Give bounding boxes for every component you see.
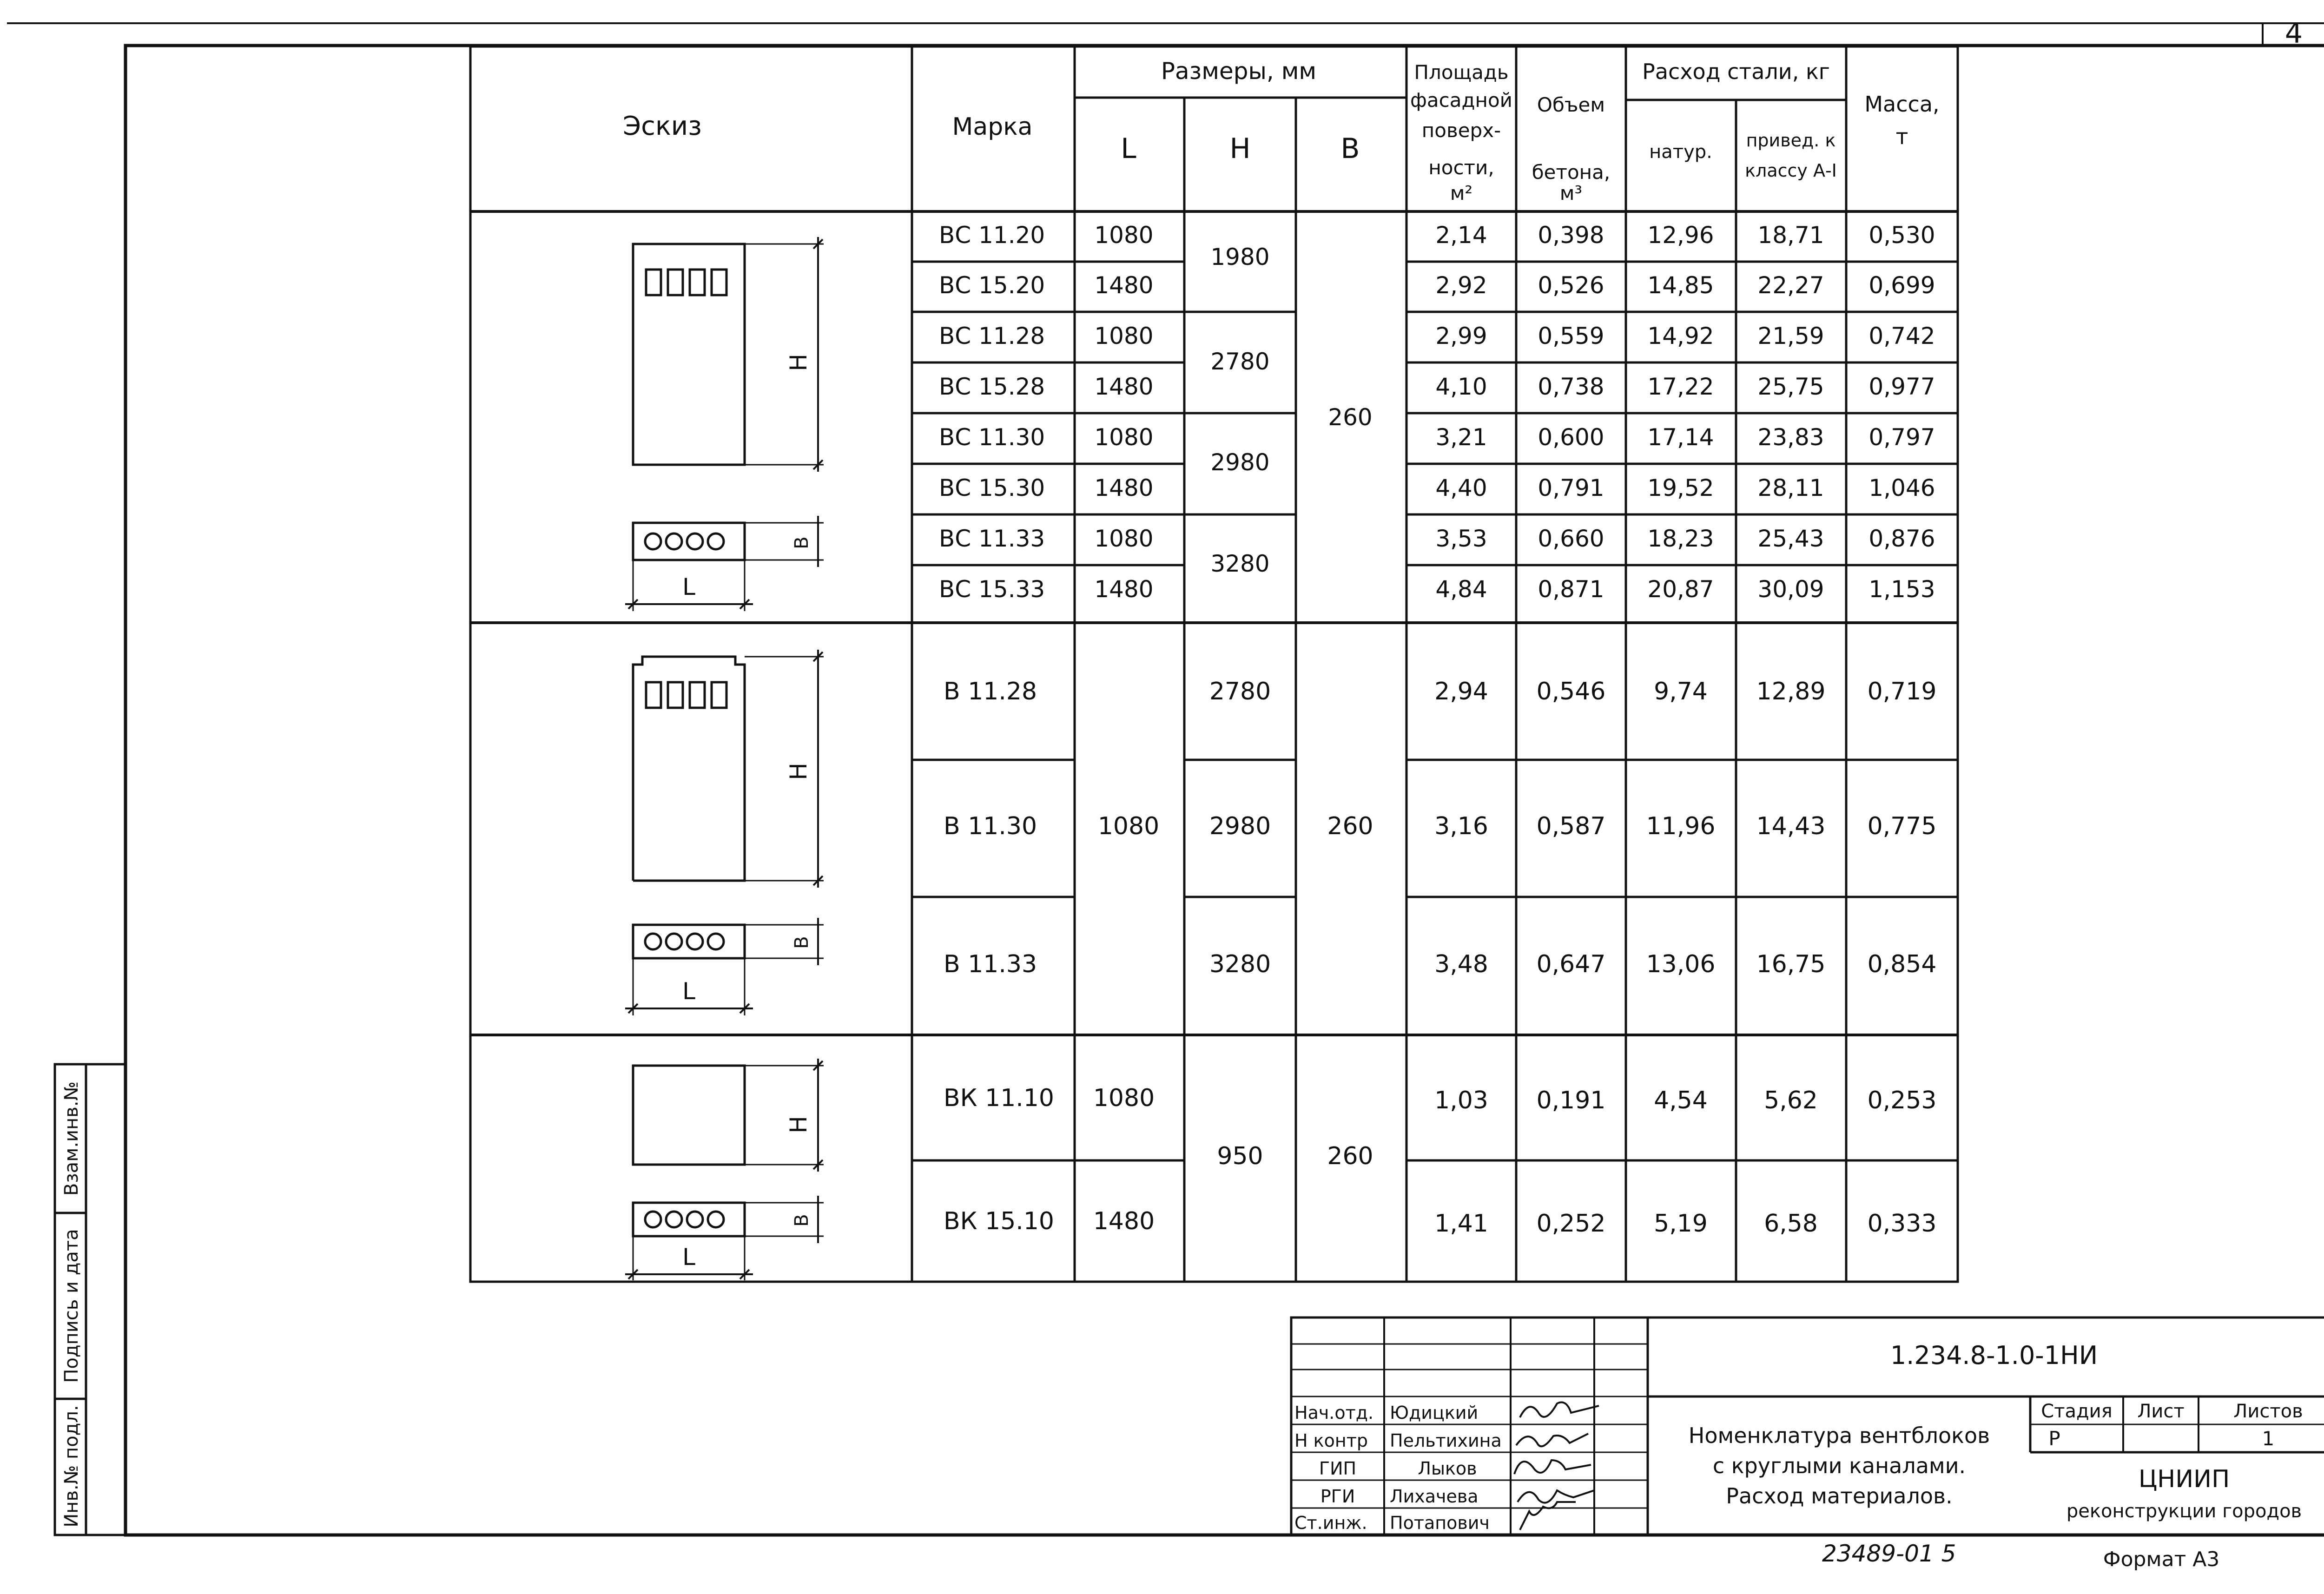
cell-mark: ВС 15.20 xyxy=(939,272,1045,299)
cell-h: 2980 xyxy=(1210,449,1270,476)
sheet-label: Лист xyxy=(2137,1401,2185,1422)
table-row xyxy=(944,950,1936,978)
cell-volume: 0,791 xyxy=(1538,474,1604,501)
materials-table-grid xyxy=(470,46,1958,1282)
sketch1-b-label: В xyxy=(791,536,812,549)
cell-l: 1080 xyxy=(1094,424,1154,451)
cell-mass: 0,854 xyxy=(1867,950,1937,978)
header-steel-natural: натур. xyxy=(1649,141,1712,163)
sheets-label: Листов xyxy=(2233,1401,2303,1422)
doc-code: 1.234.8-1.0-1НИ xyxy=(1890,1341,2098,1370)
table-row xyxy=(944,1207,1936,1238)
cell-b: 260 xyxy=(1327,812,1373,840)
cell-l: 1080 xyxy=(1093,1084,1155,1112)
cell-mark: В 11.28 xyxy=(944,678,1037,705)
stage-value: Р xyxy=(2048,1427,2060,1450)
role-label: Ст.инж. xyxy=(1294,1513,1367,1533)
cell-volume: 0,600 xyxy=(1538,424,1604,451)
group2-rows xyxy=(944,678,1936,978)
cell-volume: 0,587 xyxy=(1536,812,1606,840)
cell-mark: ВС 15.28 xyxy=(939,373,1045,400)
header-steel: Расход стали, кг xyxy=(1642,59,1830,84)
cell-steel-natural: 18,23 xyxy=(1647,525,1714,552)
cell-l: 1080 xyxy=(1094,525,1154,552)
cell-steel-reduced: 22,27 xyxy=(1757,272,1824,299)
person-name: Лыков xyxy=(1418,1458,1477,1479)
cell-area: 3,16 xyxy=(1434,812,1488,840)
cell-l: 1480 xyxy=(1094,474,1154,501)
cell-steel-reduced: 30,09 xyxy=(1757,576,1824,603)
table-row xyxy=(939,525,1935,552)
cell-mass: 0,699 xyxy=(1868,272,1935,299)
cell-steel-natural: 12,96 xyxy=(1647,222,1714,249)
cell-steel-natural: 14,92 xyxy=(1647,323,1714,349)
sketch3-b-label: В xyxy=(791,1214,812,1227)
header-volume-line: м³ xyxy=(1559,182,1583,204)
cell-steel-reduced: 6,58 xyxy=(1764,1210,1818,1238)
cell-volume: 0,252 xyxy=(1536,1210,1606,1238)
cell-mark: ВС 15.30 xyxy=(939,474,1045,501)
cell-mass: 0,253 xyxy=(1867,1087,1937,1114)
person-name: Лихачева xyxy=(1390,1486,1479,1507)
table-row xyxy=(939,323,1935,349)
cell-h: 2780 xyxy=(1209,678,1271,705)
cell-steel-natural: 20,87 xyxy=(1647,576,1714,603)
header-area-line: м² xyxy=(1450,182,1473,204)
cell-l: 1480 xyxy=(1094,272,1154,299)
cell-volume: 0,647 xyxy=(1536,950,1606,978)
cell-h: 950 xyxy=(1217,1142,1263,1170)
person-name: Юдицкий xyxy=(1390,1403,1479,1423)
header-area-line: поверх- xyxy=(1421,119,1501,142)
cell-steel-reduced: 25,75 xyxy=(1757,373,1824,400)
cell-mass: 0,719 xyxy=(1867,678,1937,705)
cell-steel-natural: 14,85 xyxy=(1647,272,1714,299)
table-row xyxy=(939,272,1935,299)
cell-mark: ВС 11.30 xyxy=(939,424,1045,451)
cell-l: 1480 xyxy=(1093,1207,1155,1235)
cell-volume: 0,871 xyxy=(1538,576,1604,603)
cell-h: 2780 xyxy=(1210,348,1270,375)
cell-mark: ВС 11.33 xyxy=(939,525,1045,552)
cell-volume: 0,738 xyxy=(1538,373,1604,400)
cell-area: 3,53 xyxy=(1435,525,1487,552)
cell-mass: 0,977 xyxy=(1868,373,1935,400)
sheets-value: 1 xyxy=(2262,1427,2275,1450)
org-subtitle: реконструкции городов xyxy=(2066,1501,2302,1522)
cell-volume: 0,398 xyxy=(1538,222,1604,249)
cell-h: 3280 xyxy=(1209,950,1271,978)
cell-area: 2,99 xyxy=(1435,323,1487,349)
cell-area: 4,84 xyxy=(1435,576,1487,603)
header-steel-reduced-line: классу А-I xyxy=(1745,160,1837,181)
paper-format: Формат А3 xyxy=(2103,1548,2220,1571)
cell-mark: ВС 11.28 xyxy=(939,323,1045,349)
title-line: с круглыми каналами. xyxy=(1712,1453,1966,1478)
cell-steel-reduced: 21,59 xyxy=(1757,323,1824,349)
header-volume xyxy=(1532,93,1610,204)
org-name: ЦНИИП xyxy=(2138,1465,2230,1493)
header-steel-reduced-line: привед. к xyxy=(1746,130,1836,151)
cell-steel-natural: 13,06 xyxy=(1646,950,1716,978)
sketch-block-bc xyxy=(625,237,824,611)
person-name: Потапович xyxy=(1390,1513,1490,1533)
cell-mass: 0,876 xyxy=(1868,525,1935,552)
table-row xyxy=(939,576,1935,603)
table-row xyxy=(939,424,1935,451)
side-stamp-inv-orig: Инв.№ подл. xyxy=(61,1405,82,1528)
sketch1-h-label: Н xyxy=(785,354,812,371)
cell-steel-natural: 9,74 xyxy=(1654,678,1708,705)
table-row xyxy=(944,1084,1936,1114)
role-label: Нач.отд. xyxy=(1294,1403,1374,1423)
cell-steel-natural: 4,54 xyxy=(1654,1087,1708,1114)
cell-steel-natural: 19,52 xyxy=(1647,474,1714,501)
cell-h: 2980 xyxy=(1209,812,1271,840)
cell-mark: ВК 15.10 xyxy=(944,1207,1054,1235)
header-dim-h: H xyxy=(1229,132,1251,165)
cell-steel-reduced: 28,11 xyxy=(1757,474,1824,501)
table-row xyxy=(944,812,1936,840)
title-line: Расход материалов. xyxy=(1726,1483,1953,1508)
person-name: Пельтихина xyxy=(1390,1430,1502,1451)
cell-area: 3,21 xyxy=(1435,424,1487,451)
cell-steel-reduced: 14,43 xyxy=(1756,812,1826,840)
cell-mark: ВК 11.10 xyxy=(944,1084,1054,1112)
sketch-block-b xyxy=(625,650,824,1015)
cell-l: 1480 xyxy=(1094,576,1154,603)
cell-volume: 0,660 xyxy=(1538,525,1604,552)
cell-steel-reduced: 25,43 xyxy=(1757,525,1824,552)
cell-area: 1,41 xyxy=(1434,1210,1488,1238)
cell-mass: 1,046 xyxy=(1868,474,1935,501)
cell-volume: 0,526 xyxy=(1538,272,1604,299)
side-stamp-replaced-inv: Взам.инв.№ xyxy=(61,1081,82,1196)
table-row xyxy=(939,222,1935,249)
cell-l: 1080 xyxy=(1097,812,1160,840)
table-row xyxy=(939,474,1935,501)
cell-area: 4,40 xyxy=(1435,474,1487,501)
table-header xyxy=(623,58,1940,204)
header-dim-b: B xyxy=(1340,132,1360,165)
sheet-number: 4 xyxy=(2284,17,2303,50)
header-volume-top: Объем xyxy=(1537,93,1605,116)
cell-steel-natural: 17,14 xyxy=(1647,424,1714,451)
sketch-block-bk xyxy=(625,1059,824,1280)
cell-steel-reduced: 16,75 xyxy=(1756,950,1826,978)
table-row xyxy=(939,373,1935,400)
cell-mark: В 11.30 xyxy=(944,812,1037,840)
cell-area: 1,03 xyxy=(1434,1087,1488,1114)
header-dim-l: L xyxy=(1121,132,1136,165)
cell-mass: 0,775 xyxy=(1867,812,1937,840)
sheet-frame xyxy=(7,23,2324,1535)
cell-h: 3280 xyxy=(1210,550,1270,577)
cell-area: 4,10 xyxy=(1435,373,1487,400)
cell-mass: 0,333 xyxy=(1867,1210,1937,1238)
cell-mark: ВС 15.33 xyxy=(939,576,1045,603)
header-mass-line: т xyxy=(1895,124,1908,149)
cell-l: 1480 xyxy=(1094,373,1154,400)
header-mark: Марка xyxy=(952,113,1033,141)
header-volume-line: бетона, xyxy=(1532,161,1611,184)
header-dimensions: Размеры, мм xyxy=(1161,58,1317,85)
cell-steel-natural: 11,96 xyxy=(1646,812,1716,840)
cell-b: 260 xyxy=(1327,1142,1373,1170)
header-area-line: ности, xyxy=(1428,156,1494,179)
cell-area: 2,94 xyxy=(1434,678,1488,705)
stage-label: Стадия xyxy=(2041,1401,2113,1422)
signatures xyxy=(1514,1403,1599,1530)
cell-steel-reduced: 5,62 xyxy=(1764,1087,1818,1114)
cell-steel-natural: 5,19 xyxy=(1654,1210,1708,1238)
cell-steel-reduced: 18,71 xyxy=(1757,222,1824,249)
cell-volume: 0,191 xyxy=(1536,1087,1606,1114)
cell-mass: 0,530 xyxy=(1868,222,1935,249)
header-mass-line: Масса, xyxy=(1864,92,1940,117)
header-area xyxy=(1410,61,1512,204)
header-sketch: Эскиз xyxy=(623,111,702,141)
cell-steel-natural: 17,22 xyxy=(1647,373,1714,400)
table-row xyxy=(944,678,1936,705)
side-stamp-signature-date: Подпись и дата xyxy=(61,1229,82,1383)
cell-volume: 0,546 xyxy=(1536,678,1606,705)
cell-area: 2,14 xyxy=(1435,222,1487,249)
role-label: ГИП xyxy=(1319,1458,1357,1479)
title-block-people xyxy=(1294,1403,1502,1533)
cell-mark: В 11.33 xyxy=(944,950,1037,978)
cell-mass: 1,153 xyxy=(1868,576,1935,603)
title-line: Номенклатура вентблоков xyxy=(1688,1423,1990,1448)
cell-steel-reduced: 23,83 xyxy=(1757,424,1824,451)
cell-mass: 0,797 xyxy=(1868,424,1935,451)
cell-steel-reduced: 12,89 xyxy=(1756,678,1826,705)
sketch3-h-label: Н xyxy=(785,1116,812,1133)
cell-l: 1080 xyxy=(1094,323,1154,349)
cell-area: 2,92 xyxy=(1435,272,1487,299)
sketch2-h-label: Н xyxy=(785,763,812,780)
archive-number: 23489-01 5 xyxy=(1822,1540,1956,1567)
header-area-line: фасадной xyxy=(1410,89,1512,112)
sketch1-l-label: L xyxy=(682,573,695,600)
header-area-line: Площадь xyxy=(1414,61,1509,84)
cell-mass: 0,742 xyxy=(1868,323,1935,349)
role-label: РГИ xyxy=(1320,1486,1355,1507)
sketch3-l-label: L xyxy=(682,1244,695,1271)
cell-volume: 0,559 xyxy=(1538,323,1604,349)
cell-l: 1080 xyxy=(1094,222,1154,249)
sketch2-l-label: L xyxy=(682,978,695,1005)
sketch2-b-label: В xyxy=(791,936,812,949)
role-label: Н контр xyxy=(1294,1430,1368,1451)
cell-h: 1980 xyxy=(1210,244,1270,270)
cell-b: 260 xyxy=(1328,404,1373,431)
cell-area: 3,48 xyxy=(1434,950,1488,978)
document-title xyxy=(1689,1423,1990,1508)
cell-mark: ВС 11.20 xyxy=(939,222,1045,249)
